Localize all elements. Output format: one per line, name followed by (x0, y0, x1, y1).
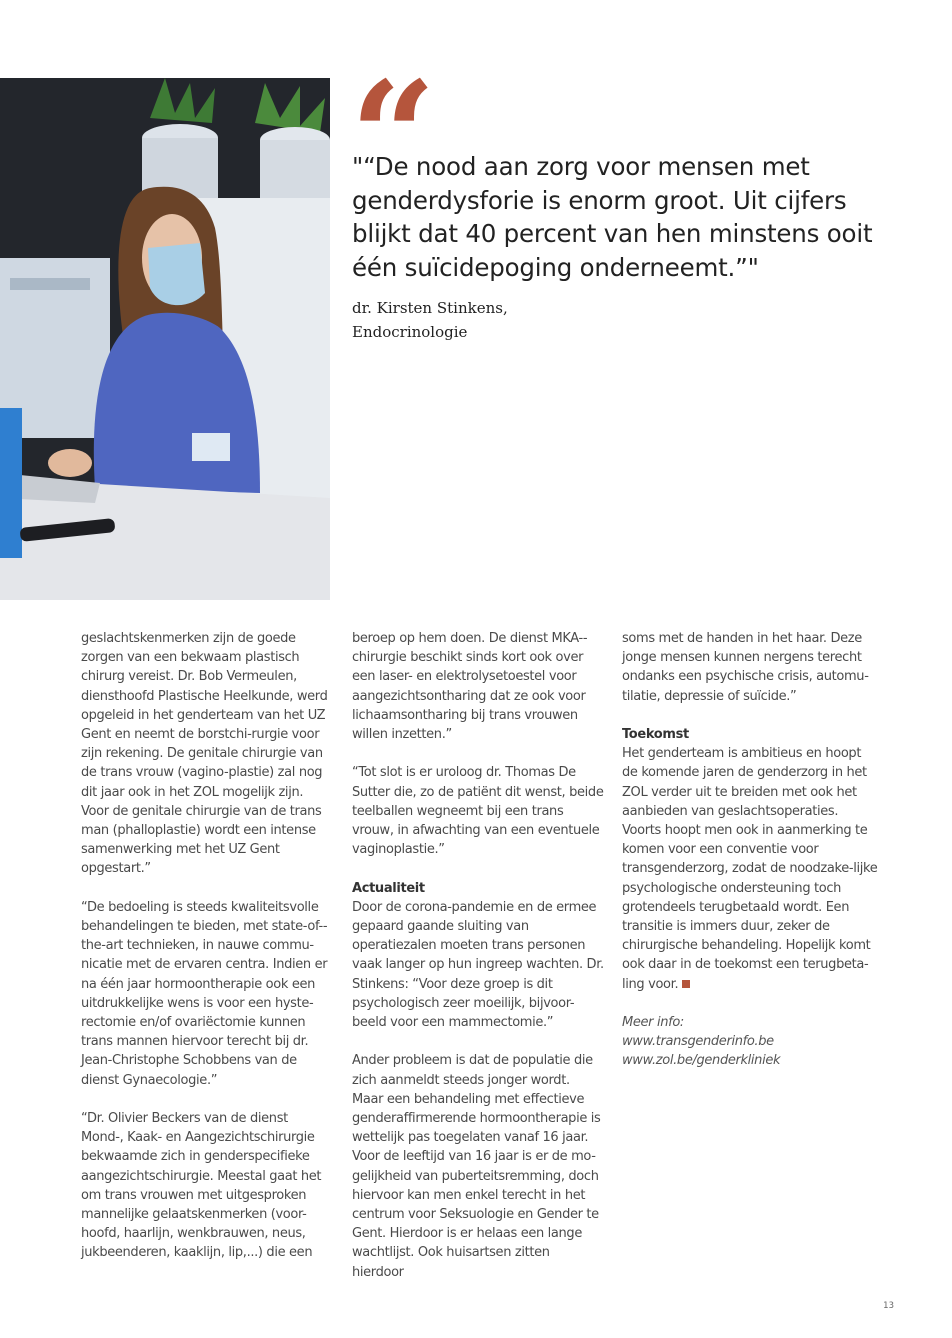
paragraph: “Tot slot is er uroloog dr. Thomas De Sutter die, zo de patiënt dit wenst, beide teelballen wegneemt bij een trans vrouw, in afwachting van een eventuele vaginoplastie.” (352, 765, 604, 858)
page-number: 13 (883, 1301, 894, 1311)
paragraph: “Dr. Olivier Beckers van de dienst Mond-, Kaak- en Aangezichtschirurgie bekwaamde zich in genderspecifieke aangezichtschirurgie. Meestal gaat het om trans vrouwen met uitgesproken mannelijke gelaatskenmerken (voor-hoofd, haarlijn, wenkbrauwen, neus, jukbeenderen, kaaklijn, lip,...) die een (81, 1111, 322, 1261)
article-column-3 (622, 629, 878, 1071)
quote-mark-icon: “ (350, 49, 437, 225)
paragraph: soms met de handen in het haar. Deze jonge mensen kunnen nergens terecht ondanks een psychische crisis, automu-tilatie, depressie of suïcide.” (622, 631, 869, 704)
paragraph: “De bedoeling is steeds kwaliteitsvolle behandelingen te bieden, met state-of--the-art technieken, in nauwe commu-nicatie met de ervaren centra. Indien er na één jaar hormoontherapie ook een uitdrukkelijke wens is voor een hyste-rectomie en/of ovariëctomie kunnen trans mannen hiervoor terecht bij dr. Jean-Christophe Schobbens van de dienst Gynaecologie.” (81, 899, 328, 1088)
quote-department: Endocrinologie (352, 323, 468, 341)
end-mark-icon (682, 980, 690, 988)
doctor-photo (0, 78, 330, 600)
paragraph-text: Het genderteam is ambitieus en hoopt de komende jaren de genderzorg in het ZOL verder uit te breiden met ook het aanbieden van geslachtsoperaties. Voorts hoopt men ook in aanmerking te komen voor een conventie voor transgenderzorg, zodat de noodzake-lijke psychologische ondersteuning toch grotendeels terugbetaald wordt. Een transitie is immers duur, zeker de chirurgische behandeling. Hopelijk komt ook daar in de toekomst een terugbeta-ling voor. (622, 746, 878, 992)
section-heading-actualiteit: Actualiteit (352, 880, 425, 896)
article-column-1 (81, 629, 333, 1282)
photo-illustration (0, 78, 330, 600)
section-heading-toekomst: Toekomst (622, 727, 689, 742)
pull-quote: "“De nood aan zorg voor mensen met genderdysforie is enorm groot. Uit cijfers blijkt dat 40 percent van hen minstens ooit één suïcidepoging onderneemt.”" (352, 152, 873, 282)
paragraph: Door de corona-pandemie en de ermee gepaard gaande sluiting van operatiezalen moeten trans personen vaak langer op hun ingreep wachten. Dr. Stinkens: “Voor deze groep is dit psychologisch zeer moeilijk, bijvoor-beeld voor een mammectomie.” (352, 899, 604, 1031)
link-zol-genderkliniek[interactable]: www.zol.be/genderkliniek (622, 1053, 781, 1069)
paragraph (622, 744, 878, 994)
article-column-2 (352, 629, 604, 1301)
link-transgenderinfo[interactable]: www.transgenderinfo.be (622, 1034, 774, 1050)
more-info (622, 1013, 878, 1071)
paragraph: geslachtskenmerken zijn de goede zorgen van een bekwaam plastisch chirurg vereist. Dr. Bob Vermeulen, diensthoofd Plastische Heelkunde, werd opgeleid in het genderteam van het UZ Gent en neemt de borstchi-rurgie voor zijn rekening. De genitale chirurgie van de trans vrouw (vagino-plastie) zal nog dit jaar ook in het ZOL mogelijk zijn. Voor de genitale chirurgie van de trans man (phalloplastie) wordt een intense samenwerking met het UZ Gent opgestart.” (81, 631, 328, 877)
quote-attribution (352, 296, 752, 344)
more-info-label: Meer info: (622, 1015, 684, 1031)
paragraph: Ander probleem is dat de populatie die zich aanmeldt steeds jonger wordt. Maar een behandeling met effectieve genderaffirmerende hormoontherapie is wettelijk pas toegelaten vanaf 16 jaar. Voor de leeftijd van 16 jaar is er de mo-gelijkheid van puberteitsremming, doch hiervoor kan men enkel terecht in het centrum voor Seksuologie en Gender te Gent. Hierdoor is er helaas een lange wachtlijst. Ook huisartsen zitten hierdoor (352, 1053, 601, 1280)
quote-author: dr. Kirsten Stinkens, (352, 299, 508, 317)
paragraph: beroep op hem doen. De dienst MKA--chirurgie beschikt sinds kort ook over een laser- en elektrolysetoestel voor aangezichtsontharing dat ze ook voor lichaamsontharing bij trans vrouwen willen inzetten.” (352, 631, 588, 743)
